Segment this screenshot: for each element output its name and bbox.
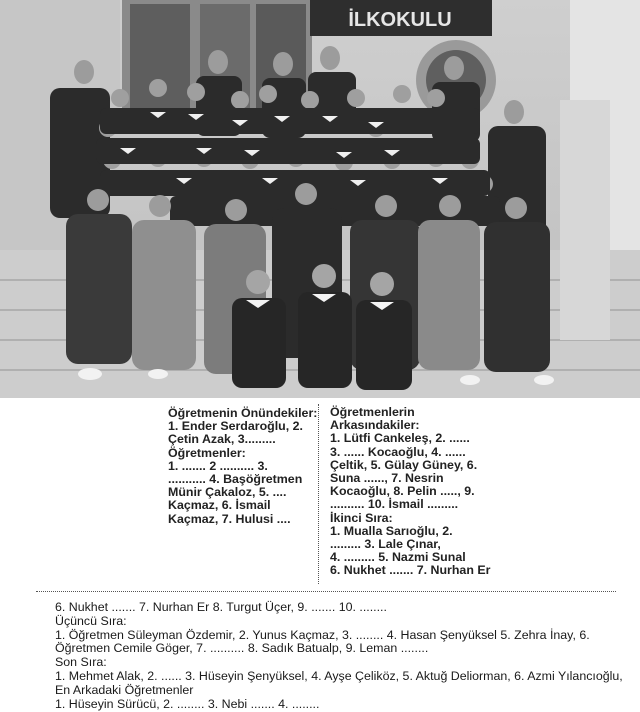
- caption-line: 1. Hüseyin Sürücü, 2. ........ 3. Nebi ....... 4. ........: [55, 696, 320, 711]
- caption-line: En Arkadaki Öğretmenler: [55, 682, 194, 697]
- caption-line: Son Sıra:: [55, 655, 107, 670]
- caption-line: 6. Nukhet ....... 7. Nurhan Er 8. Turgut Üçer, 9. ....... 10. ........: [55, 600, 387, 614]
- caption-line: Çetin Azak, 3.........: [168, 432, 276, 447]
- caption-line: 1. Lütfi Cankeleş, 2. ......: [330, 431, 470, 446]
- caption-line: Arkasındakiler:: [330, 418, 420, 433]
- caption-right: [330, 406, 490, 578]
- caption-line: 1. Mualla Sarıoğlu, 2.: [330, 523, 453, 538]
- caption-line: Kaçmaz, 7. Hulusi ....: [168, 511, 291, 526]
- caption-line: Öğretmenler:: [168, 445, 246, 460]
- caption-left: [168, 407, 317, 526]
- caption-line: 1. Ender Serdaroğlu, 2.: [168, 419, 303, 434]
- caption-line: .......... 10. İsmail .........: [330, 497, 459, 512]
- caption-line: Çeltik, 5. Gülay Güney, 6.: [330, 457, 478, 472]
- caption-line: Kaçmaz, 6. İsmail: [168, 498, 271, 513]
- school-sign-text: İLKOKULU: [348, 9, 452, 31]
- caption-line: Üçüncü Sıra:: [55, 613, 127, 628]
- caption-line: 4. ......... 5. Nazmi Sunal: [330, 550, 466, 565]
- column-divider: [318, 404, 319, 584]
- caption-line: Münir Çakaloz, 5. ....: [168, 485, 287, 500]
- caption-line: 6. Nukhet ....... 7. Nurhan Er: [330, 563, 491, 578]
- caption-line: ......... 3. Lale Çınar,: [330, 537, 441, 552]
- caption-line: Öğretmenin Önündekiler:: [168, 406, 318, 420]
- caption-line: Kocaoğlu, 8. Pelin ....., 9.: [330, 484, 475, 499]
- caption-line: 1. ....... 2 .......... 3.: [168, 458, 268, 473]
- caption-line: Suna ......, 7. Nesrin: [330, 471, 444, 486]
- caption-line: Öğretmenlerin: [330, 405, 415, 419]
- caption-line: Öğretmen Cemile Göger, 7. .......... 8. Sadık Batualp, 9. Leman ........: [55, 641, 429, 656]
- caption-line: ........... 4. Başöğretmen: [168, 472, 303, 487]
- section-divider: [36, 591, 616, 592]
- caption-line: 1. Mehmet Alak, 2. ...... 3. Hüseyin Şenyüksel, 4. Ayşe Çeliköz, 5. Aktuğ Deliorman, 6. Azmi Yılancıoğlu,: [55, 668, 623, 683]
- caption-bottom: [55, 601, 623, 711]
- front-children: [232, 264, 412, 390]
- caption-line: İkinci Sıra:: [330, 510, 393, 525]
- caption-line: 1. Öğretmen Süleyman Özdemir, 2. Yunus Kaçmaz, 3. ........ 4. Hasan Şenyüksel 5. Zehra İnay, 6.: [55, 627, 590, 642]
- caption-line: 3. ...... Kocaoğlu, 4. ......: [330, 444, 466, 459]
